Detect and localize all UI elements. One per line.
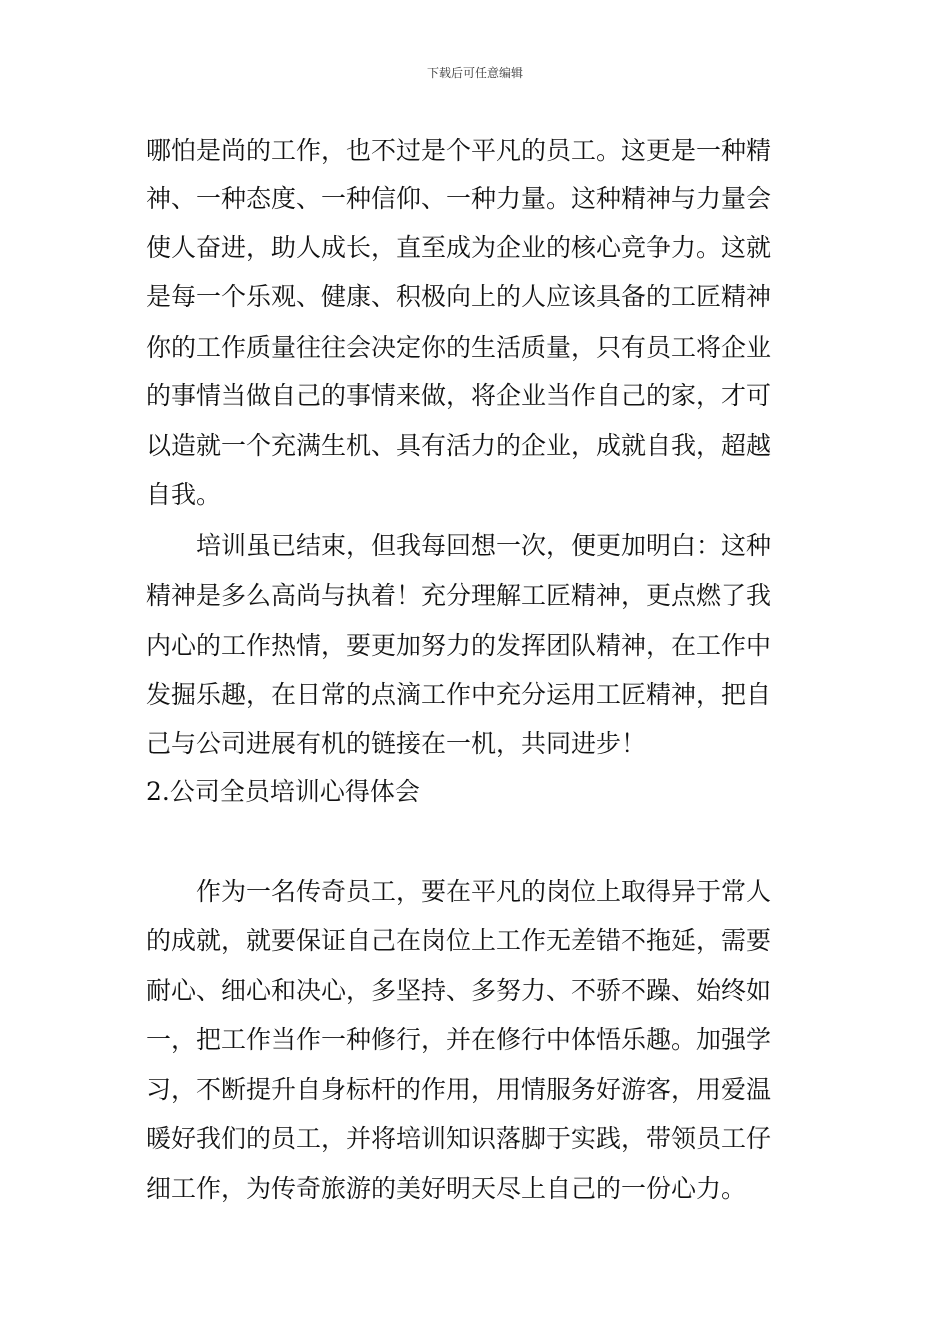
paragraph-line: 是每一个乐观、健康、积极向上的人应该具备的工匠精神 [146,282,772,311]
paragraph-line: 暖好我们的员工，并将培训知识落脚于实践，带领员工仔 [146,1124,772,1153]
paragraph-line: 内心的工作热情，要更加努力的发挥团队精神，在工作中 [146,631,772,660]
paragraph-line: 神、一种态度、一种信仰、一种力量。这种精神与力量会 [146,184,772,213]
paragraph-line: 作为一名传奇员工，要在平凡的岗位上取得异于常人 [196,877,772,906]
paragraph-line: 耐心、细心和决心，多坚持、多努力、不骄不躁、始终如 [146,976,772,1005]
page-header: 下载后可任意编辑 [426,66,523,80]
paragraph-line: 使人奋进，助人成长，直至成为企业的核心竞争力。这就 [146,233,772,262]
paragraph-line: 自我。 [146,480,222,509]
paragraph-line: 哪怕是尚的工作，也不过是个平凡的员工。这更是一种精 [146,136,772,165]
paragraph-line: 精神是多么高尚与执着！充分理解工匠精神，更点燃了我 [146,581,772,610]
paragraph-line: 习，不断提升自身标杆的作用，用情服务好游客，用爱温 [146,1075,772,1104]
paragraph-line: 一，把工作当作一种修行，并在修行中体悟乐趣。加强学 [146,1025,772,1054]
paragraph-line: 发掘乐趣，在日常的点滴工作中充分运用工匠精神，把自 [146,680,772,709]
section-heading: 2.公司全员培训心得体会 [146,777,420,806]
paragraph-line: 的事情当做自己的事情来做，将企业当作自己的家，才可 [146,381,772,410]
paragraph-line: 培训虽已结束，但我每回想一次，便更加明白：这种 [196,531,772,560]
paragraph-line: 以造就一个充满生机、具有活力的企业，成就自我，超越 [146,431,772,460]
paragraph-line: 己与公司进展有机的链接在一机，共同进步！ [146,729,647,758]
paragraph-line: 你的工作质量往往会决定你的生活质量，只有员工将企业 [146,333,772,362]
paragraph-line: 的成就，就要保证自己在岗位上工作无差错不拖延，需要 [146,926,772,955]
paragraph-line: 细工作，为传奇旅游的美好明天尽上自己的一份心力。 [146,1174,747,1203]
